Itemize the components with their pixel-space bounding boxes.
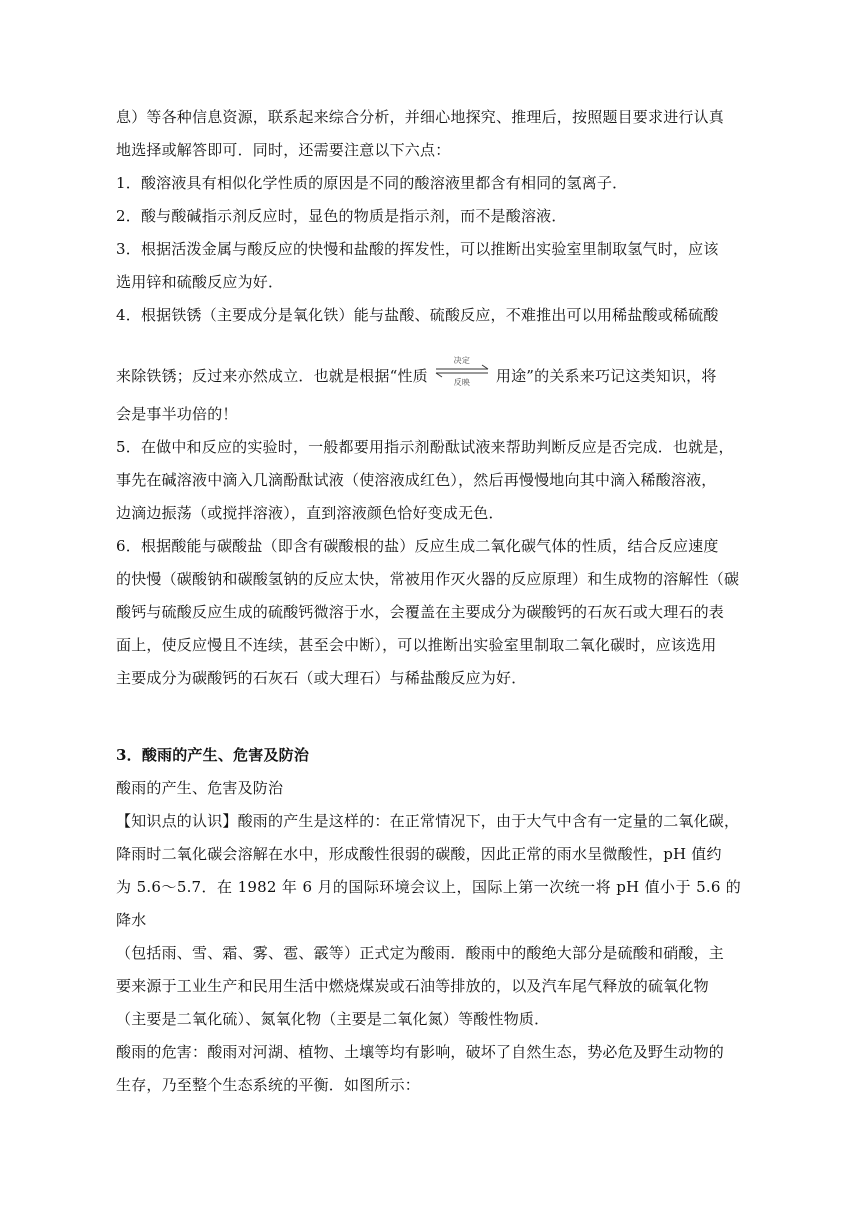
- knowledge-line-4: （包括雨、雪、霜、雾、雹、霰等）正式定为酸雨．酸雨中的酸绝大部分是硫酸和硝酸，主: [116, 944, 725, 962]
- knowledge-line-2: 降雨时二氧化碳会溶解在水中，形成酸性很弱的碳酸，因此正常的雨水呈微酸性，pH 值约: [116, 845, 722, 863]
- knowledge-line-3: 为 5.6～5.7．在 1982 年 6 月的国际环境会议上，国际上第一次统一将 pH 值小于 5.6 的降水: [116, 878, 741, 929]
- point-6-line-2: 的快慢（碳酸钠和碳酸氢钠的反应太快，常被用作灭火器的反应原理）和生成物的溶解性（碳: [116, 570, 740, 588]
- point-6-line-3: 酸钙与硫酸反应生成的硫酸钙微溶于水，会覆盖在主要成分为碳酸钙的石灰石或大理石的表: [116, 603, 725, 621]
- harm-line-2: 生存，乃至整个生态系统的平衡．如图所示：: [116, 1076, 421, 1094]
- property-use-arrow-diagram: [432, 350, 492, 398]
- section-spacer: [116, 695, 741, 739]
- point-4-line-3: 会是事半功倍的！: [116, 405, 238, 423]
- point-4-text-after: 用途”的关系来巧记这类知识，将: [495, 367, 717, 385]
- point-4-text-before: 来除铁锈；反过来亦然成立．也就是根据“性质: [116, 367, 428, 385]
- point-6-line-5: 主要成分为碳酸钙的石灰石（或大理石）与稀盐酸反应为好．: [116, 669, 527, 687]
- point-4-line-2: [116, 332, 741, 398]
- knowledge-line-1: 【知识点的认识】酸雨的产生是这样的：在正常情况下，由于大气中含有一定量的二氧化碳，: [116, 812, 740, 830]
- point-4-line-1: 4．根据铁锈（主要成分是氧化铁）能与盐酸、硫酸反应，不难推出可以用稀盐酸或稀硫酸: [116, 306, 719, 324]
- point-5-line-3: 边滴边振荡（或搅拌溶液），直到溶液颜色恰好变成无色．: [116, 504, 504, 522]
- section-3-subheading: 酸雨的产生、危害及防治: [116, 779, 284, 797]
- point-2: 2．酸与酸碱指示剂反应时，显色的物质是指示剂，而不是酸溶液．: [116, 207, 567, 225]
- intro-line-2: 地选择或解答即可．同时，还需要注意以下六点：: [116, 141, 451, 159]
- point-3-line-2: 选用锌和硫酸反应为好．: [116, 273, 284, 291]
- intro-line-1: 息）等各种信息资源，联系起来综合分析，并细心地探究、推理后，按照题目要求进行认真: [116, 108, 725, 126]
- arrow-bottom-label: 反映: [453, 378, 471, 387]
- knowledge-line-6: （主要是二氧化硫）、氮氧化物（主要是二氧化氮）等酸性物质．: [116, 1010, 550, 1028]
- point-6-line-4: 面上，使反应慢且不连续，甚至会中断），可以推断出实验室里制取二氧化碳时，应该选用: [116, 636, 717, 654]
- point-1: 1．酸溶液具有相似化学性质的原因是不同的酸溶液里都含有相同的氢离子．: [116, 174, 628, 192]
- document-body: [116, 101, 741, 1102]
- point-3-line-1: 3．根据活泼金属与酸反应的快慢和盐酸的挥发性，可以推断出实验室里制取氢气时，应该: [116, 240, 719, 258]
- harm-line-1: 酸雨的危害：酸雨对河湖、植物、土壤等均有影响，破坏了自然生态，势必危及野生动物的: [116, 1043, 725, 1061]
- section-3-heading: 3．酸雨的产生、危害及防治: [116, 746, 310, 764]
- double-arrow-icon: [432, 350, 492, 398]
- arrow-top-label: 决定: [453, 356, 471, 365]
- point-5-line-1: 5．在做中和反应的实验时，一般都要用指示剂酚酞试液来帮助判断反应是否完成．也就是，: [116, 438, 734, 456]
- knowledge-line-5: 要来源于工业生产和民用生活中燃烧煤炭或石油等排放的，以及汽车尾气释放的硫氧化物: [116, 977, 709, 995]
- point-5-line-2: 事先在碱溶液中滴入几滴酚酞试液（使溶液成红色），然后再慢慢地向其中滴入稀酸溶液，: [116, 471, 717, 489]
- point-6-line-1: 6．根据酸能与碳酸盐（即含有碳酸根的盐）反应生成二氧化碳气体的性质，结合反应速度: [116, 537, 719, 555]
